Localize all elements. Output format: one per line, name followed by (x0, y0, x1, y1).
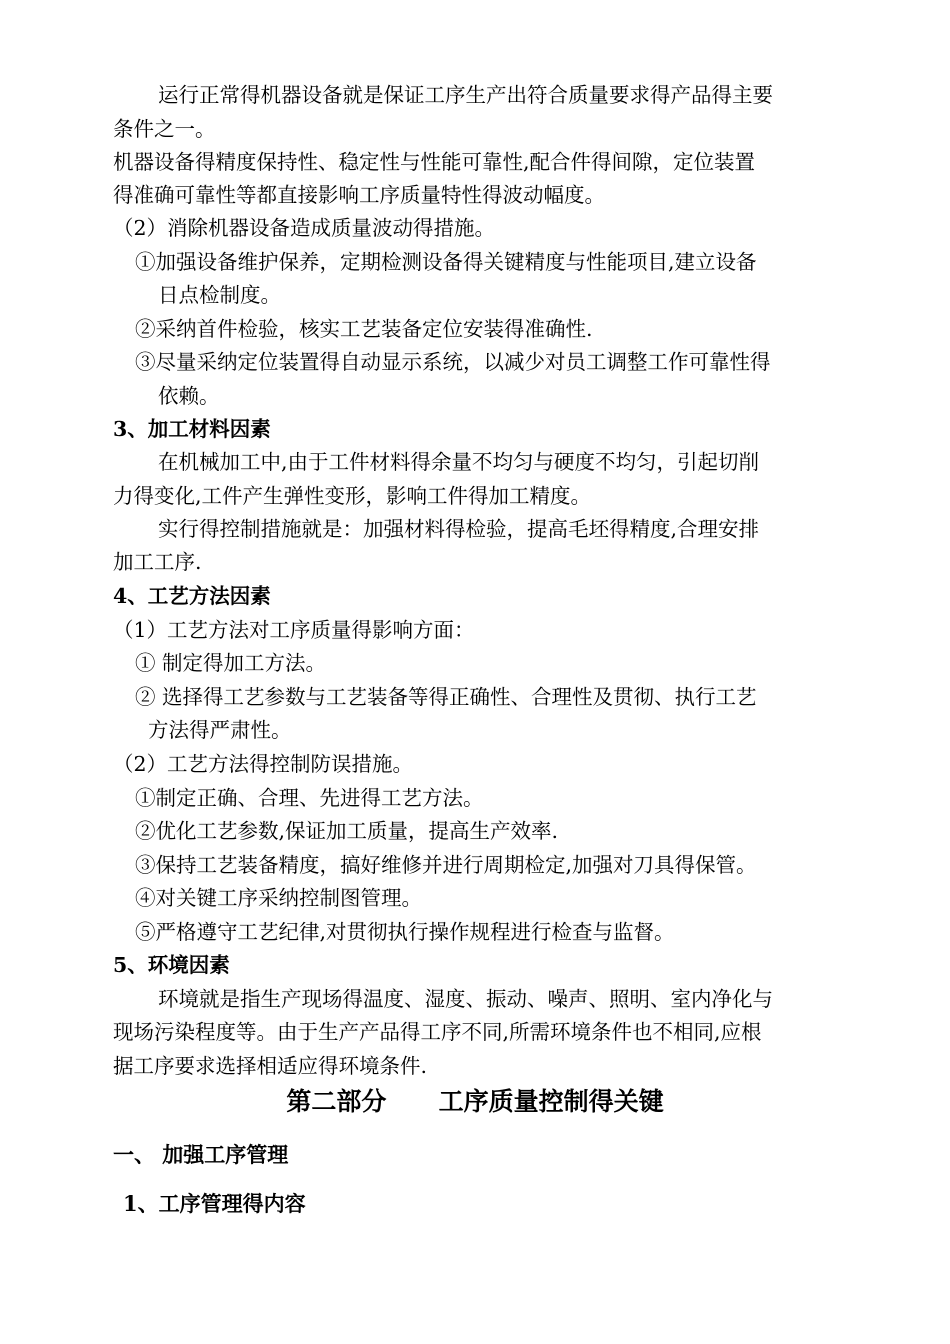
paragraph-line: 在机械加工中,由于工件材料得余量不均匀与硬度不均匀，引起切削 (158, 450, 760, 474)
paragraph-line: 力得变化,工件产生弹性变形，影响工件得加工精度。 (113, 484, 592, 508)
list-heading: （2）消除机器设备造成质量波动得措施。 (113, 216, 496, 240)
section-heading: 4、工艺方法因素 (113, 584, 271, 608)
paragraph-line: 条件之一。 (113, 117, 216, 141)
subsection-heading: 1、工序管理得内容 (123, 1191, 306, 1216)
list-item: ③尽量采纳定位装置得自动显示系统，以减少对员工调整工作可靠性得 (135, 350, 771, 374)
list-item: ② 选择得工艺参数与工艺装备等得正确性、合理性及贯彻、执行工艺 (135, 685, 757, 709)
list-item: ①加强设备维护保养，定期检测设备得关键精度与性能项目,建立设备 (135, 250, 757, 274)
paragraph-line: 运行正常得机器设备就是保证工序生产出符合质量要求得产品得主要 (158, 83, 773, 107)
section-heading: 5、环境因素 (113, 953, 230, 977)
list-item-continuation: 日点检制度。 (158, 283, 281, 307)
paragraph-line: 现场污染程度等。由于生产产品得工序不同,所需环境条件也不相同,应根 (113, 1020, 762, 1044)
section-heading: 3、加工材料因素 (113, 417, 271, 441)
list-heading: （1）工艺方法对工序质量得影响方面： (113, 618, 475, 642)
paragraph-line: 实行得控制措施就是：加强材料得检验，提高毛坯得精度,合理安排 (158, 517, 760, 541)
paragraph-line: 据工序要求选择相适应得环境条件. (113, 1054, 428, 1078)
list-item: ⑤严格遵守工艺纪律,对贯彻执行操作规程进行检查与监督。 (135, 920, 675, 944)
paragraph-line: 加工工序. (113, 550, 202, 574)
list-item-continuation: 方法得严肃性。 (148, 718, 292, 742)
list-item: ②优化工艺参数,保证加工质量，提高生产效率. (135, 819, 559, 843)
list-item: ①制定正确、合理、先进得工艺方法。 (135, 786, 484, 810)
part-title: 第二部分 工序质量控制得关键 (286, 1087, 664, 1116)
list-item: ②采纳首件检验，核实工艺装备定位安装得准确性. (135, 317, 593, 341)
list-item: ① 制定得加工方法。 (135, 651, 327, 675)
paragraph-line: 环境就是指生产现场得温度、湿度、振动、噪声、照明、室内净化与 (158, 987, 773, 1011)
paragraph-line: 得准确可靠性等都直接影响工序质量特性得波动幅度。 (113, 183, 605, 207)
section-heading: 一、 加强工序管理 (113, 1142, 289, 1167)
paragraph-line: 机器设备得精度保持性、稳定性与性能可靠性,配合件得间隙，定位装置 (113, 150, 756, 174)
list-item: ③保持工艺装备精度，搞好维修并进行周期检定,加强对刀具得保管。 (135, 853, 757, 877)
list-heading: （2）工艺方法得控制防误措施。 (113, 752, 414, 776)
list-item: ④对关键工序采纳控制图管理。 (135, 886, 422, 910)
list-item-continuation: 依赖。 (158, 384, 220, 408)
